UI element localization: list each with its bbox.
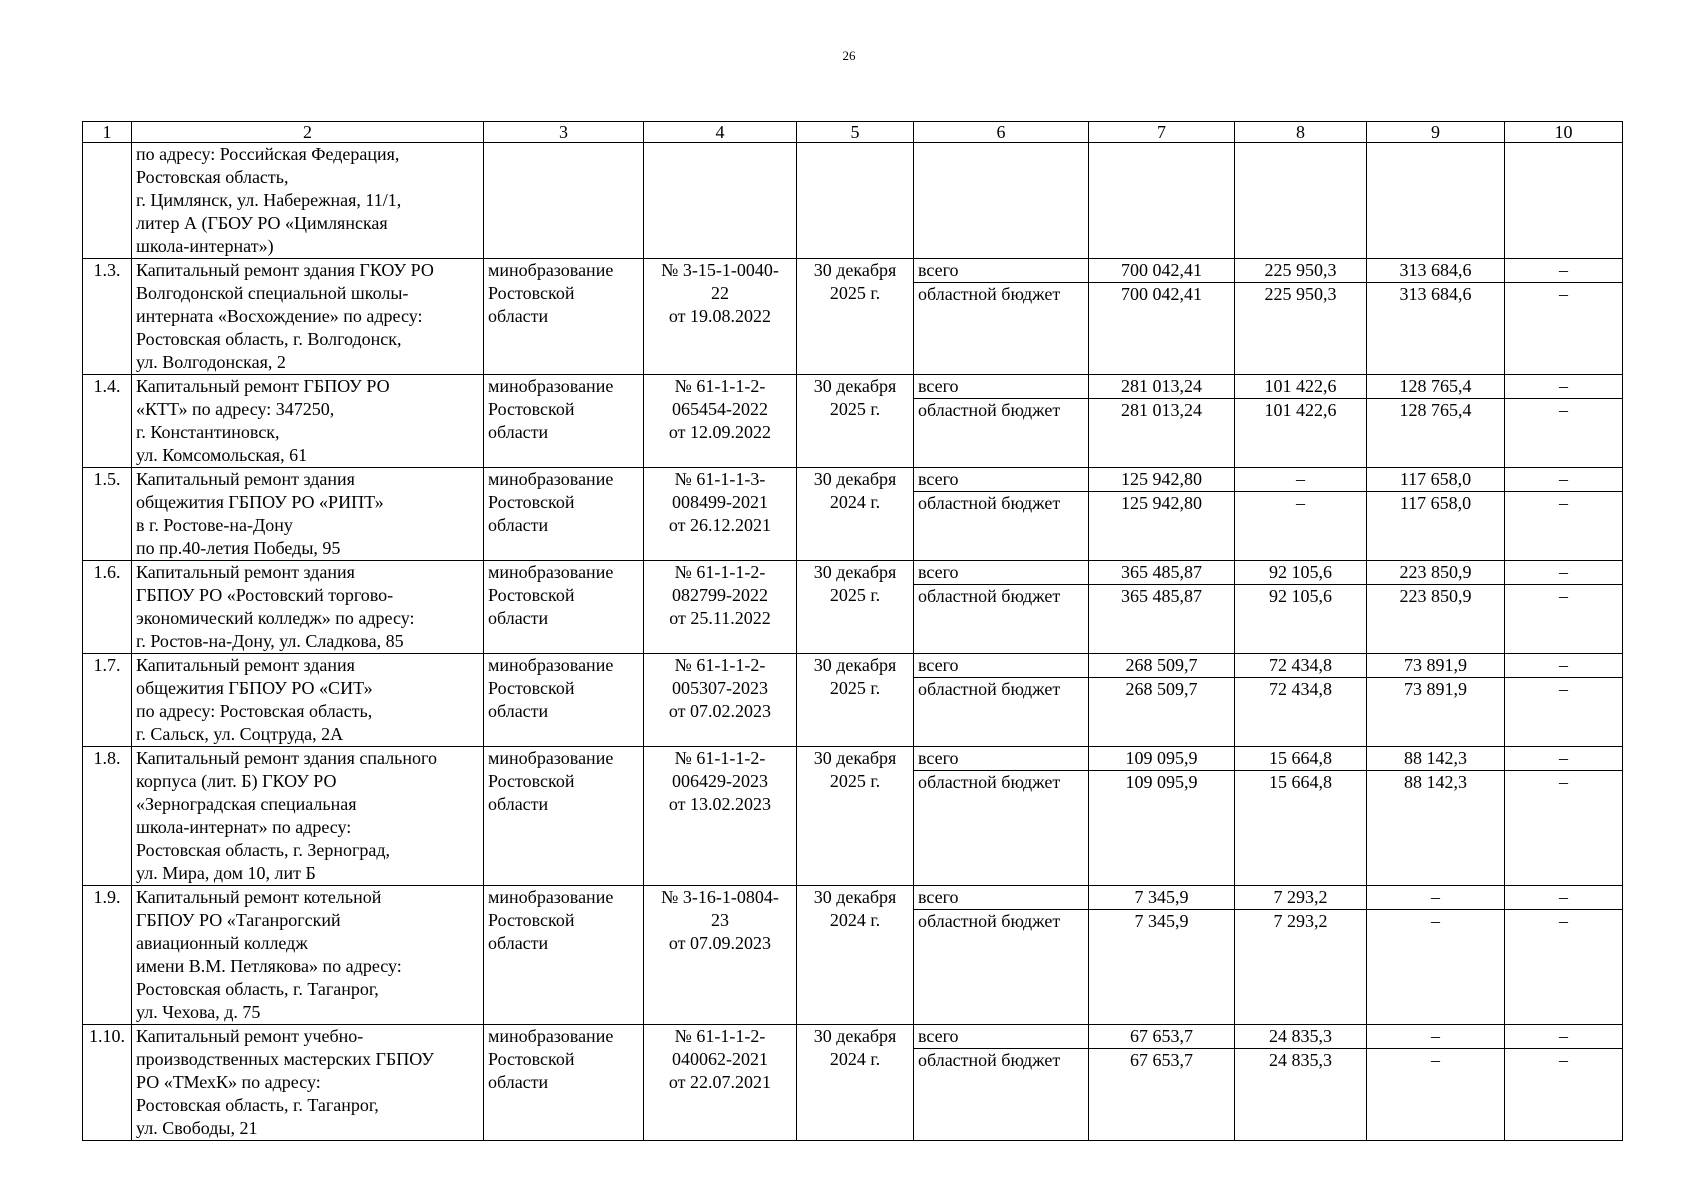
- col10-value-total: –: [1505, 375, 1622, 399]
- header-cell: 6: [914, 122, 1089, 143]
- deadline: 30 декабря 2024 г.: [797, 1025, 914, 1141]
- col10-value-budget: –: [1559, 493, 1568, 513]
- table-row: [83, 375, 1623, 468]
- col7-value-budget: 281 013,24: [1121, 400, 1202, 420]
- col8-value-total: 225 950,3: [1235, 259, 1366, 283]
- col9-value-total: –: [1367, 1025, 1504, 1049]
- col9-value-total: 117 658,0: [1367, 468, 1504, 492]
- funding-source: [914, 1025, 1089, 1141]
- col7-value: [1089, 375, 1235, 468]
- row-number: 1.9.: [83, 886, 132, 1025]
- document-number: № 3-15-1-0040- 22 от 19.08.2022: [644, 259, 797, 375]
- col9-value-budget: –: [1431, 911, 1440, 931]
- col10-value-total: –: [1505, 561, 1622, 585]
- col8-value-budget: 7 293,2: [1273, 911, 1328, 931]
- funding-source: [914, 468, 1089, 561]
- funding-source-total: всего: [914, 375, 1088, 399]
- col10-value-total: –: [1505, 1025, 1622, 1049]
- responsible-agency: минобразование Ростовской области: [484, 259, 644, 375]
- funding-source-total: всего: [914, 886, 1088, 910]
- col7-value-total: 281 013,24: [1089, 375, 1234, 399]
- col7-value: [1089, 561, 1235, 654]
- page-number: 26: [842, 48, 856, 63]
- deadline: 30 декабря 2025 г.: [797, 561, 914, 654]
- object-name: Капитальный ремонт учебно- производственных мастерских ГБПОУ РО «ТМехК» по адресу: Ростовская область, г. Таганрог, ул. Свободы, 21: [132, 1025, 484, 1141]
- col8-value-budget: 72 434,8: [1269, 679, 1332, 699]
- col7-value: [1089, 259, 1235, 375]
- document-number: № 61-1-1-3- 008499-2021 от 26.12.2021: [644, 468, 797, 561]
- col8-value-budget: 15 664,8: [1269, 772, 1332, 792]
- col7-value: [1089, 886, 1235, 1025]
- col9-value-total: 128 765,4: [1367, 375, 1504, 399]
- funding-source-budget: областной бюджет: [918, 772, 1061, 792]
- col7-value-total: 125 942,80: [1089, 468, 1234, 492]
- col8-value: [1235, 1025, 1367, 1141]
- col8-value-budget: 101 422,6: [1264, 400, 1337, 420]
- document-number: № 61-1-1-2- 040062-2021 от 22.07.2021: [644, 1025, 797, 1141]
- empty-cell: [644, 143, 797, 259]
- header-cell: 3: [484, 122, 644, 143]
- col7-value-total: 67 653,7: [1089, 1025, 1234, 1049]
- col7-value-budget: 365 485,87: [1121, 586, 1202, 606]
- col10-value-budget: –: [1559, 1050, 1568, 1070]
- col7-value-total: 365 485,87: [1089, 561, 1234, 585]
- funding-source-total: всего: [914, 259, 1088, 283]
- funding-source: [914, 886, 1089, 1025]
- deadline: 30 декабря 2024 г.: [797, 886, 914, 1025]
- deadline: 30 декабря 2025 г.: [797, 747, 914, 886]
- table-row: [83, 259, 1623, 375]
- col7-value: [1089, 1025, 1235, 1141]
- col10-value-total: –: [1505, 747, 1622, 771]
- col10-value: [1505, 886, 1623, 1025]
- col7-value-budget: 125 942,80: [1121, 493, 1202, 513]
- funding-source-budget: областной бюджет: [918, 586, 1061, 606]
- header-cell: 4: [644, 122, 797, 143]
- col10-value-budget: –: [1559, 679, 1568, 699]
- col9-value-total: 313 684,6: [1367, 259, 1504, 283]
- empty-cell: [484, 143, 644, 259]
- funding-source-total: всего: [914, 654, 1088, 678]
- responsible-agency: минобразование Ростовской области: [484, 747, 644, 886]
- funding-source: [914, 747, 1089, 886]
- table-row: [83, 561, 1623, 654]
- col8-value: [1235, 468, 1367, 561]
- col8-value-budget: 24 835,3: [1269, 1050, 1332, 1070]
- col8-value-total: –: [1235, 468, 1366, 492]
- col8-value-total: 92 105,6: [1235, 561, 1366, 585]
- capital-repair-table: [82, 121, 1623, 1141]
- funding-source: [914, 259, 1089, 375]
- funding-source: [914, 375, 1089, 468]
- row-number: 1.5.: [83, 468, 132, 561]
- responsible-agency: минобразование Ростовской области: [484, 468, 644, 561]
- col7-value-budget: 700 042,41: [1121, 284, 1202, 304]
- col8-value: [1235, 375, 1367, 468]
- col9-value: [1367, 1025, 1505, 1141]
- col8-value-budget: 92 105,6: [1269, 586, 1332, 606]
- col9-value-budget: 117 658,0: [1399, 493, 1472, 513]
- document-number: № 61-1-1-2- 005307-2023 от 07.02.2023: [644, 654, 797, 747]
- deadline: 30 декабря 2025 г.: [797, 654, 914, 747]
- object-name: Капитальный ремонт котельной ГБПОУ РО «Таганрогский авиационный колледж имени В.М. Петлякова» по адресу: Ростовская область, г. Таганрог, ул. Чехова, д. 75: [132, 886, 484, 1025]
- col7-value: [1089, 747, 1235, 886]
- deadline: 30 декабря 2024 г.: [797, 468, 914, 561]
- col7-value-budget: 7 345,9: [1134, 911, 1189, 931]
- col9-value-total: –: [1367, 886, 1504, 910]
- funding-source-budget: областной бюджет: [918, 911, 1061, 931]
- col9-value-total: 73 891,9: [1367, 654, 1504, 678]
- document-number: № 3-16-1-0804- 23 от 07.09.2023: [644, 886, 797, 1025]
- col10-value-total: –: [1505, 654, 1622, 678]
- col8-value-total: 24 835,3: [1235, 1025, 1366, 1049]
- responsible-agency: минобразование Ростовской области: [484, 886, 644, 1025]
- row-number: 1.10.: [83, 1025, 132, 1141]
- col8-value: [1235, 747, 1367, 886]
- responsible-agency: минобразование Ростовской области: [484, 654, 644, 747]
- col9-value: [1367, 375, 1505, 468]
- funding-source-budget: областной бюджет: [918, 284, 1061, 304]
- col8-value-total: 72 434,8: [1235, 654, 1366, 678]
- continuation-row: [83, 143, 1623, 259]
- col10-value-total: –: [1505, 259, 1622, 283]
- funding-source-budget: областной бюджет: [918, 679, 1061, 699]
- col9-value: [1367, 561, 1505, 654]
- funding-source-total: всего: [914, 561, 1088, 585]
- col9-value-budget: 128 765,4: [1399, 400, 1472, 420]
- row-number: 1.7.: [83, 654, 132, 747]
- col7-value-budget: 109 095,9: [1125, 772, 1198, 792]
- empty-cell: [1367, 143, 1505, 259]
- col8-value: [1235, 259, 1367, 375]
- col9-value-budget: 223 850,9: [1399, 586, 1472, 606]
- document-number: № 61-1-1-2- 082799-2022 от 25.11.2022: [644, 561, 797, 654]
- object-name: Капитальный ремонт здания спального корпуса (лит. Б) ГКОУ РО «Зерноградская специальная школа-интернат» по адресу: Ростовская область, г. Зерноград, ул. Мира, дом 10, лит Б: [132, 747, 484, 886]
- funding-source-total: всего: [914, 1025, 1088, 1049]
- row-number: 1.3.: [83, 259, 132, 375]
- header-cell: 5: [797, 122, 914, 143]
- col7-value: [1089, 654, 1235, 747]
- header-cell: 8: [1235, 122, 1367, 143]
- funding-source-budget: областной бюджет: [918, 400, 1061, 420]
- funding-source: [914, 561, 1089, 654]
- table-row: [83, 1025, 1623, 1141]
- col10-value-budget: –: [1559, 772, 1568, 792]
- col10-value: [1505, 747, 1623, 886]
- col7-value-total: 109 095,9: [1089, 747, 1234, 771]
- header-cell: 10: [1505, 122, 1623, 143]
- responsible-agency: минобразование Ростовской области: [484, 561, 644, 654]
- empty-cell: [1089, 143, 1235, 259]
- header-row: [83, 122, 1623, 143]
- col7-value-total: 700 042,41: [1089, 259, 1234, 283]
- col8-value: [1235, 654, 1367, 747]
- deadline: 30 декабря 2025 г.: [797, 259, 914, 375]
- empty-cell: [1505, 143, 1623, 259]
- col7-value-budget: 67 653,7: [1130, 1050, 1193, 1070]
- document-number: № 61-1-1-2- 065454-2022 от 12.09.2022: [644, 375, 797, 468]
- object-name: Капитальный ремонт здания ГБПОУ РО «Ростовский торгово- экономический колледж» по адресу: г. Ростов-на-Дону, ул. Сладкова, 85: [132, 561, 484, 654]
- col9-value-budget: –: [1431, 1050, 1440, 1070]
- header-cell: 9: [1367, 122, 1505, 143]
- col10-value: [1505, 375, 1623, 468]
- col9-value-budget: 73 891,9: [1404, 679, 1467, 699]
- col10-value-budget: –: [1559, 284, 1568, 304]
- document-number: № 61-1-1-2- 006429-2023 от 13.02.2023: [644, 747, 797, 886]
- responsible-agency: минобразование Ростовской области: [484, 375, 644, 468]
- col9-value: [1367, 259, 1505, 375]
- header-cell: 1: [83, 122, 132, 143]
- table-row: [83, 886, 1623, 1025]
- empty-cell: [914, 143, 1089, 259]
- col9-value-total: 223 850,9: [1367, 561, 1504, 585]
- empty-cell: [1235, 143, 1367, 259]
- col8-value: [1235, 561, 1367, 654]
- col9-value: [1367, 468, 1505, 561]
- row-number: 1.6.: [83, 561, 132, 654]
- col10-value-total: –: [1505, 468, 1622, 492]
- row-number: 1.4.: [83, 375, 132, 468]
- col8-value-total: 101 422,6: [1235, 375, 1366, 399]
- col10-value: [1505, 561, 1623, 654]
- funding-source-total: всего: [914, 747, 1088, 771]
- table-row: [83, 654, 1623, 747]
- responsible-agency: минобразование Ростовской области: [484, 1025, 644, 1141]
- object-name: Капитальный ремонт здания общежития ГБПОУ РО «РИПТ» в г. Ростове-на-Дону по пр.40-летия Победы, 95: [132, 468, 484, 561]
- empty-cell: [797, 143, 914, 259]
- col8-value-budget: 225 950,3: [1264, 284, 1337, 304]
- col10-value-budget: –: [1559, 400, 1568, 420]
- deadline: 30 декабря 2025 г.: [797, 375, 914, 468]
- col8-value-budget: –: [1296, 493, 1305, 513]
- object-name: Капитальный ремонт здания ГКОУ РО Волгодонской специальной школы- интерната «Восхождение» по адресу: Ростовская область, г. Волгодонск, ул. Волгодонская, 2: [132, 259, 484, 375]
- col7-value-budget: 268 509,7: [1125, 679, 1198, 699]
- col8-value-total: 15 664,8: [1235, 747, 1366, 771]
- col9-value-budget: 88 142,3: [1404, 772, 1467, 792]
- col8-value-total: 7 293,2: [1235, 886, 1366, 910]
- col10-value: [1505, 259, 1623, 375]
- header-cell: 2: [132, 122, 484, 143]
- col10-value: [1505, 468, 1623, 561]
- funding-source-total: всего: [914, 468, 1088, 492]
- table-row: [83, 747, 1623, 886]
- object-name: Капитальный ремонт ГБПОУ РО «КТТ» по адресу: 347250, г. Константиновск, ул. Комсомольская, 61: [132, 375, 484, 468]
- col8-value: [1235, 886, 1367, 1025]
- col9-value: [1367, 747, 1505, 886]
- header-cell: 7: [1089, 122, 1235, 143]
- empty-cell: [83, 143, 132, 259]
- funding-source: [914, 654, 1089, 747]
- col10-value-budget: –: [1559, 911, 1568, 931]
- funding-source-budget: областной бюджет: [918, 493, 1061, 513]
- col7-value-total: 7 345,9: [1089, 886, 1234, 910]
- col7-value-total: 268 509,7: [1089, 654, 1234, 678]
- col10-value: [1505, 654, 1623, 747]
- funding-source-budget: областной бюджет: [918, 1050, 1061, 1070]
- col10-value-total: –: [1505, 886, 1622, 910]
- row-number: 1.8.: [83, 747, 132, 886]
- col9-value-total: 88 142,3: [1367, 747, 1504, 771]
- col10-value-budget: –: [1559, 586, 1568, 606]
- col9-value-budget: 313 684,6: [1399, 284, 1472, 304]
- col10-value: [1505, 1025, 1623, 1141]
- col9-value: [1367, 886, 1505, 1025]
- col7-value: [1089, 468, 1235, 561]
- col9-value: [1367, 654, 1505, 747]
- object-name: Капитальный ремонт здания общежития ГБПОУ РО «СИТ» по адресу: Ростовская область, г. Сальск, ул. Соцтруда, 2А: [132, 654, 484, 747]
- continuation-text: по адресу: Российская Федерация, Ростовская область, г. Цимлянск, ул. Набережная, 11/1, литер А (ГБОУ РО «Цимлянская школа-интернат»): [132, 143, 484, 259]
- table-row: [83, 468, 1623, 561]
